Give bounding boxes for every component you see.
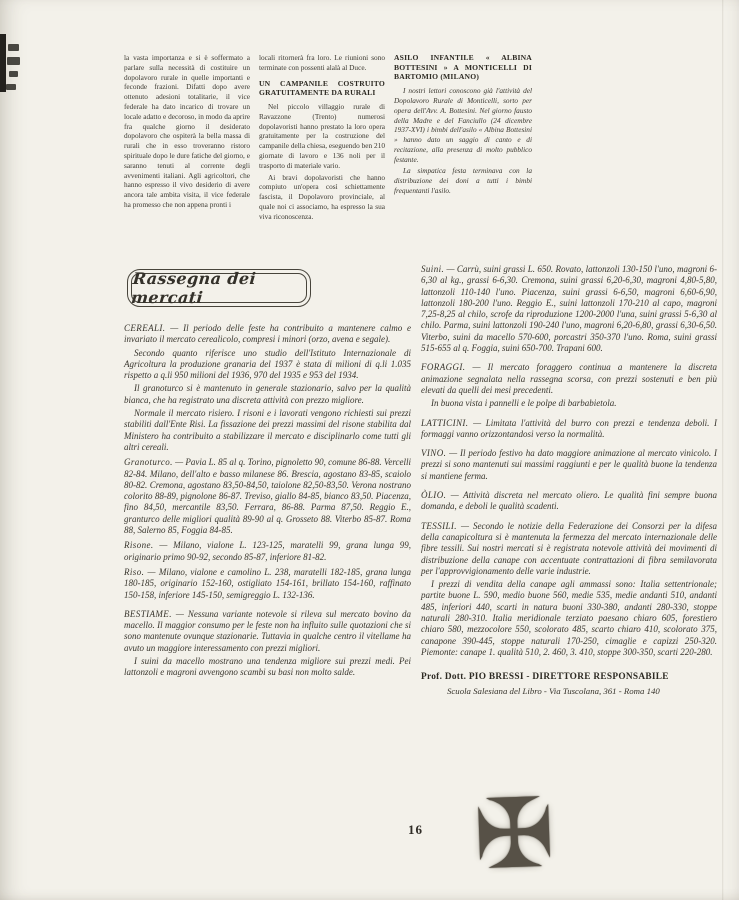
market-paragraph-risone: Risone. — Milano, vialone L. 123-125, maratelli 99, grana lunga 99, originario primo 90-92, secondo 85-87, inferiore 81-82. bbox=[124, 540, 411, 562]
publisher-line: Scuola Salesiana del Libro - Via Tuscolana, 361 - Roma 140 bbox=[447, 685, 660, 696]
page-edge-shadow bbox=[722, 0, 724, 900]
market-paragraph-bestiame: BESTIAME. — Nessuna variante notevole si rileva sul mercato bovino da macello. Il maggior consumo per le feste non ha influito sulle quotazioni che si sono mantenute ovunque stazionarie. Tuttavia in qualche centro il vitellame ha avuto un maggiore interessamento con prezzi migliori. bbox=[124, 608, 411, 653]
market-paragraph-foraggi: FORAGGI. — Il mercato foraggero continua a mantenere la discreta animazione segnalata nella rassegna scorsa, con prezzi sostenuti e ben più elevati da quelli dei mesi precedenti. bbox=[421, 362, 717, 395]
page-number: 16 bbox=[408, 822, 423, 837]
article-paragraph: La simpatica festa terminava con la distribuzione dei doni a tutti i bimbi frequentanti l'asilo. bbox=[394, 166, 532, 196]
margin-mark bbox=[9, 71, 18, 77]
market-paragraph-tessili: TESSILI. — Secondo le notizie della Federazione dei Consorzi per la difesa della canapicoltura si è mantenuta la fermezza del mercato internazionale delle fibre tessili. Sui nostri mercati si è registrata notevole attività dei movimenti di distribuzione della canape con accentuate contrattazioni di fibra semilavorata per l'approvvigionamento delle varie industrie. bbox=[421, 520, 717, 576]
market-paragraph: Il granoturco si è mantenuto in generale stazionario, salvo per la qualità bianca, che ha registrato una discreta attività con prezzo migliore. bbox=[124, 383, 411, 405]
market-paragraph-latticini: LATTICINI. — Limitata l'attività del burro con prezzi e tendenza deboli. I formaggi vanno orizzontandosi verso la normalità. bbox=[421, 417, 717, 439]
market-column-right bbox=[421, 264, 717, 697]
article-heading-asilo: ASILO INFANTILE « ALBINA BOTTESINI » A MONTICELLI DI BARTOMIO (MILANO) bbox=[394, 53, 532, 82]
article-column-2 bbox=[259, 53, 385, 222]
article-paragraph: locali ritornerà fra loro. Le riunioni sono terminate con possenti alalà al Duce. bbox=[259, 53, 385, 72]
section-title: Rassegna dei mercati bbox=[130, 269, 257, 307]
article-paragraph: Ai bravi dopolavoristi che hanno compiuto un'opera così schiettamente fascista, il Dopolavoro provinciale, al quale noi ci associamo, ha espresso la sua viva riconoscenza. bbox=[259, 172, 385, 221]
article-paragraph: I nostri lettori conoscono già l'attività del Dopolavoro Rurale di Monticelli, sorto per opera dell'Avv. A. Bottesini. Nel giorno fausto della Madre e del Fanciullo (24 dicembre 1937-XVI) i bimbi dell'asilo « Albina Bottesini » hanno dato un saggio di canto e di recitazione, alla presenza di molto pubblico festante. bbox=[394, 86, 532, 164]
market-column-left bbox=[124, 323, 411, 679]
market-paragraph: I suini da macello mostrano una tendenza migliore sui prezzi medi. Pei lattonzoli e magroni avvengono scambi su basi non molto salde. bbox=[124, 656, 411, 678]
ink-stamp-cross-ornament: ✠ bbox=[472, 776, 557, 892]
market-paragraph-cereali: CEREALI. — Il periodo delle feste ha contribuito a mantenere calmo e invariato il mercato cerealicolo, compresi i minori (orzo, avena e segale). bbox=[124, 323, 411, 345]
rassegna-box-inner-border bbox=[130, 269, 307, 307]
rassegna-dei-mercati-box bbox=[127, 269, 311, 307]
article-column-1 bbox=[124, 53, 250, 210]
market-paragraph: Normale il mercato risiero. I risoni e i lavorati vengono richiesti sui prezzi stabiliti dall'Ente Risi. La fissazione dei prezzi massimi del risone stabilita dal Ministero ha contribuito a stabilizzare il mercato e disciplinarlo come tutti gli altri cereali. bbox=[124, 408, 411, 452]
market-paragraph: Secondo quanto riferisce uno studio dell'Istituto Internazionale di Agricoltura la produzione granaria del 1937 è stata di milioni di q.li 1.035 rispetto a q.li 950 milioni del 1936, 970 del 1935 e 953 del 1934. bbox=[124, 347, 411, 381]
market-paragraph-olio: ÒLIO. — Attività discreta nel mercato oliero. Le qualità fini sempre buona domanda, e deboli le qualità scadenti. bbox=[421, 490, 717, 512]
binding-edge-mark bbox=[0, 34, 6, 92]
article-paragraph: Nel piccolo villaggio rurale di Ravazzone (Trento) numerosi dopolavoristi hanno prestato la loro opera gratuitamente per la costruzione del campanile della chiesa, eseguendo ben 210 giornate di lavoro e 136 noli per il trasporto di materiale vario. bbox=[259, 102, 385, 170]
article-heading-campanile: UN CAMPANILE COSTRUITO GRATUITAMENTE DA RURALI bbox=[259, 78, 385, 98]
article-paragraph: la vasta importanza e si è soffermato a parlare sulla necessità di costituire un dopolavoro rurale in quelle importanti e feconde frazioni. Difatti dopo avere ottenuto adesioni totalitarie, il vice federale ha dato incarico di trovare un locale adatto e decoroso, in modo da aprire fra qualche giorno il desiderato dopolavoro che ospiterà la bella massa di rurali che in esso troveranno ristoro spirituale dopo le dure fatiche del giorno, e saranno tenuti al corrente degli avvenimenti italiani. Agli agricoltori, che hanno espresso il vivo desiderio di avere ancora tale ambita visita, il vice federale ha promesso che non appena pronti i bbox=[124, 53, 250, 209]
margin-mark bbox=[7, 57, 20, 65]
margin-mark bbox=[8, 44, 19, 51]
director-line: Prof. Dott. PIO BRESSI - DIRETTORE RESPONSABILE bbox=[421, 672, 669, 683]
market-paragraph-granoturco: Granoturco. — Pavia L. 85 al q. Torino, pignoletto 90, comune 86-88. Vercelli 82-84. Milano, dell'alto e basso milanese 86. Brescia, agostano 83-85, scaiolo 80-82. Cremona, agostano 83,50-84,50, taiolone 82,50-83,50. Verona nostrano colorito 88-89, pignolone 86-87. Treviso, giallo 84-85, bianco 83,50. Piacenza, fino 84,50, mercantile 83,50. Ferrara, 86-88. Parma 87,50. Reggio E., granturco delle migliori qualità 89-90 al q. Grosseto 88. Viterbo 85-87. Roma 88, Salerno 85, Foggia 84-85. bbox=[124, 457, 411, 536]
market-paragraph: I prezzi di vendita della canape agli ammassi sono: Italia settentrionale; partite buone L. 590, medio buone 560, medie 535, medie andanti 510, andanti 485, inferiori 440, scarti in natura buoni 330-380, andanti 280-330, stoppe naturali 280-310. Italia meridionale terziato paesano chiaro 605, forestiero chiaro 580, mezzocolore 550, scolorato 485, scarto chiaro 410, scolorato 375, canapone 390-445, stoppe naturali 170-250, cimaglie e capizzi 250-320. Piemonte: canape 1. qualità 510, 2. 460, 3. 410, stoppe 300-350, scarti 220-280. bbox=[421, 579, 717, 657]
market-paragraph-vino: VINO. — Il periodo festivo ha dato maggiore animazione al mercato vinicolo. I prezzi si sono mantenuti sui massimi raggiunti e per le qualità buone la tendenza si mantiene ferma. bbox=[421, 448, 717, 481]
market-paragraph-riso: Riso. — Milano, vialone e camolino L. 238, maratelli 182-185, grana lunga 180-185, originario 152-160, ostigliato 154-161, brillato 154-160, raffinato 150-158, inferiore 145-150, semigreggio L. 132-136. bbox=[124, 566, 411, 600]
margin-mark bbox=[6, 84, 16, 90]
market-paragraph-suini: Suini. — Carrù, suini grassi L. 650. Rovato, lattonzoli 130-150 l'uno, magroni 6-6,30 al kg., grassi 6-6,30. Cremona, suini grassi 6,20-6,30, magroni 4,80-5,80, lattonzoli 110-140 l'uno. Piacenza, suini grassi 6-6,50, magroni 6,60-6,90, lattonzoli 180-200 l'uno. Reggio E., suini lattonzoli 170-210 al capo, magroni 7,25-8,25 al chilo, scrofe da riproduzione 1200-2000 l'una, suini grassi 5-6,30 al chilo. Parma, suini lattonzoli 190-240 l'uno, magroni 6,20-6,80, grassi 6,30-6,50. Viterbo, suini da macello 570-600, porcastri 350-370 l'uno. Roma, suini grassi 515-655 al q. Foggia, suini 650-700. Trapani 600. bbox=[421, 264, 717, 354]
market-paragraph: In buona vista i pannelli e le polpe di barbabietola. bbox=[431, 398, 617, 409]
article-column-3 bbox=[394, 53, 532, 196]
